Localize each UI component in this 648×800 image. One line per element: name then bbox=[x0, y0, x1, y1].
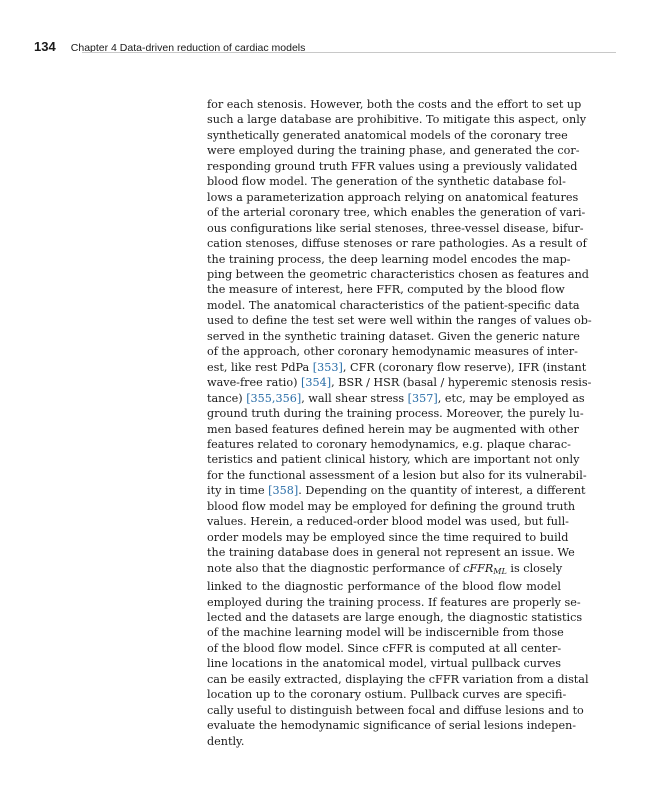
text-segment: note also that the diagnostic performance of bbox=[207, 561, 464, 575]
text-line: for the functional assessment of a lesion but also for its vulnerabil- bbox=[207, 468, 587, 482]
text-line: values. Herein, a reduced-order blood model was used, but full- bbox=[207, 515, 569, 529]
text-segment: , BSR / HSR (basal / hyperemic stenosis resis- bbox=[331, 376, 592, 390]
text-line: linked to the diagnostic performance of the blood flow model bbox=[207, 580, 561, 594]
text-line: of the arterial coronary tree, which enables the generation of vari- bbox=[207, 206, 586, 220]
text-line: were employed during the training phase, and generated the cor- bbox=[207, 144, 580, 158]
text-line: line locations in the anatomical model, virtual pullback curves bbox=[207, 657, 561, 671]
text-line: lows a parameterization approach relying on anatomical features bbox=[207, 190, 579, 204]
text-line: used to define the test set were well within the ranges of values ob- bbox=[207, 314, 592, 328]
header-rule bbox=[82, 52, 616, 53]
text-line: model. The anatomical characteristics of the patient-specific data bbox=[207, 298, 580, 312]
text-line: responding ground truth FFR values using a previously validated bbox=[207, 159, 578, 173]
text-line: cation stenoses, diffuse stenoses or rare pathologies. As a result of bbox=[207, 237, 587, 251]
citation-link-357[interactable]: [357] bbox=[407, 391, 438, 405]
text-line bbox=[207, 483, 586, 498]
text-line: the training process, the deep learning model encodes the map- bbox=[207, 252, 571, 266]
text-segment: tance) bbox=[207, 391, 247, 405]
text-line: ground truth during the training process. Moreover, the purely lu- bbox=[207, 407, 584, 421]
text-line: of the approach, other coronary hemodynamic measures of inter- bbox=[207, 345, 578, 359]
text-segment: , CFR (coronary flow reserve), IFR (instant bbox=[342, 360, 587, 374]
text-line: ous configurations like serial stenoses, three-vessel disease, bifur- bbox=[207, 221, 584, 235]
text-line bbox=[207, 561, 561, 579]
text-line: such a large database are prohibitive. To mitigate this aspect, only bbox=[207, 113, 587, 127]
math-subscript: ML bbox=[493, 566, 507, 576]
text-line: of the machine learning model will be indiscernible from those bbox=[207, 626, 564, 640]
text-line: ping between the geometric characteristics chosen as features and bbox=[207, 267, 589, 281]
text-line: lected and the datasets are large enough, the diagnostic statistics bbox=[207, 610, 583, 624]
text-line: dently. bbox=[207, 734, 245, 748]
text-line: cally useful to distinguish between focal and diffuse lesions and to bbox=[207, 703, 584, 717]
text-segment: , etc, may be employed as bbox=[437, 391, 585, 405]
body-paragraph bbox=[207, 97, 592, 749]
text-segment: , wall shear stress bbox=[301, 391, 408, 405]
citation-link-353[interactable]: [353] bbox=[312, 360, 343, 374]
text-line: evaluate the hemodynamic significance of serial lesions indepen- bbox=[207, 719, 577, 733]
running-head bbox=[34, 38, 614, 56]
text-line bbox=[207, 375, 592, 390]
page-number: 134 bbox=[34, 39, 56, 54]
text-line: for each stenosis. However, both the costs and the effort to set up bbox=[207, 98, 582, 111]
citation-link-355-356[interactable]: [355,356] bbox=[246, 391, 302, 405]
text-line: of the blood flow model. Since cFFR is computed at all center- bbox=[207, 641, 562, 655]
math-symbol: cFFR bbox=[463, 561, 494, 575]
text-line bbox=[207, 360, 587, 375]
citation-link-354[interactable]: [354] bbox=[301, 376, 332, 390]
text-segment: wave-free ratio) bbox=[207, 376, 302, 390]
citation-link-358[interactable]: [358] bbox=[268, 484, 299, 498]
chapter-title: Chapter 4 Data-driven reduction of cardiac models bbox=[70, 42, 306, 54]
text-line: blood flow model. The generation of the synthetic database fol- bbox=[207, 175, 566, 189]
text-line: employed during the training process. If features are properly se- bbox=[207, 595, 581, 609]
text-segment: is closely bbox=[506, 561, 563, 575]
text-line: can be easily extracted, displaying the cFFR variation from a distal bbox=[207, 672, 589, 686]
text-segment: . Depending on the quantity of interest, a different bbox=[298, 484, 586, 498]
text-line bbox=[207, 391, 585, 406]
text-line: teristics and patient clinical history, which are important not only bbox=[207, 453, 580, 467]
text-line: blood flow model may be employed for defining the ground truth bbox=[207, 499, 576, 513]
text-line: location up to the coronary ostium. Pullback curves are specifi- bbox=[207, 688, 567, 702]
text-line: served in the synthetic training dataset. Given the generic nature bbox=[207, 329, 580, 343]
text-line: the measure of interest, here FFR, computed by the blood flow bbox=[207, 283, 565, 297]
math-cffr-ml bbox=[463, 562, 507, 575]
text-line: order models may be employed since the time required to build bbox=[207, 530, 569, 544]
text-line: the training database does in general not represent an issue. We bbox=[207, 546, 575, 560]
text-line: features related to coronary hemodynamics, e.g. plaque charac- bbox=[207, 437, 571, 451]
text-segment: ity in time bbox=[207, 484, 269, 498]
text-segment: est, like rest PdPa bbox=[207, 360, 313, 374]
text-line: synthetically generated anatomical models of the coronary tree bbox=[207, 128, 568, 142]
text-line: men based features defined herein may be augmented with other bbox=[207, 422, 579, 436]
